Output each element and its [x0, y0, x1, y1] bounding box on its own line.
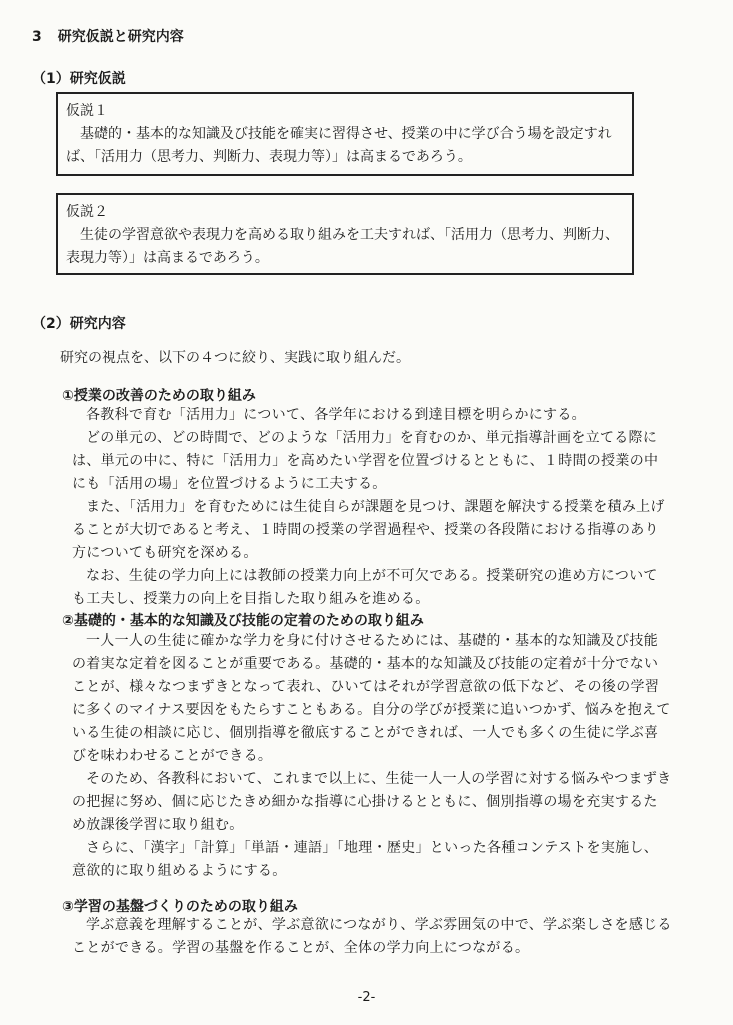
item3-paragraph: 学ぶ意義を理解することが、学ぶ意欲につながり、学ぶ雰囲気の中で、学ぶ楽しさを感じることができる。学習の基盤を作ることが、全体の学力向上につながる。 — [72, 917, 672, 956]
item2-paragraph: そのため、各教科において、これまで以上に、生徒一人一人の学習に対する悩みやつまずきの把握に努め、個に応じたきめ細かな指導に心掛けるとともに、個別指導の場を充実するため放課後学習に取り組む。 — [72, 771, 672, 833]
item1-body — [72, 404, 672, 611]
item2-paragraph: 一人一人の生徒に確かな学力を身に付けさせるためには、基礎的・基本的な知識及び技能の着実な定着を図ることが重要である。基礎的・基本的な知識及び技能の定着が十分でないことが、様々なつまずきとなって表れ、ひいてはそれが学習意欲の低下など、その後の学習に多くのマイナス要因をもたらすこともある。自分の学びが授業に追いつかず、悩みを抱えている生徒の相談に応じ、個別指導を徹底することができれば、一人でも多くの生徒に学ぶ喜びを味わわせることができる。 — [72, 633, 671, 764]
hypothesis2-box — [56, 193, 634, 275]
hypothesis1-box — [56, 92, 634, 176]
item1-paragraph: 各教科で育む「活用力」について、各学年における到達目標を明らかにする。 — [86, 407, 586, 423]
item3-body — [72, 914, 672, 960]
item2-paragraph: さらに、「漢字」「計算」「単語・連語」「地理・歴史」といった各種コンテストを実施し、意欲的に取り組めるようにする。 — [72, 840, 659, 879]
intro-text: 研究の視点を、以下の４つに絞り、実践に取り組んだ。 — [60, 350, 410, 366]
hypothesis2-text: 生徒の学習意欲や表現力を高める取り組みを工夫すれば、「活用力（思考力、判断力、表現力等）」は高まるであろう。 — [66, 227, 619, 266]
hypothesis1-title: 仮説１ — [66, 103, 108, 119]
item2-body — [72, 630, 672, 883]
content-heading: （2）研究内容 — [32, 316, 126, 332]
item3-title: ③学習の基盤づくりのための取り組み — [62, 899, 298, 915]
hypothesis-heading: （1）研究仮説 — [32, 71, 126, 87]
item1-paragraph: また、「活用力」を育むためには生徒自らが課題を見つけ、課題を解決する授業を積み上げることが大切であると考え、１時間の授業の学習過程や、授業の各段階における指導のあり方についても研究を深める。 — [72, 499, 665, 561]
item1-paragraph: なお、生徒の学力向上には教師の授業力向上が不可欠である。授業研究の進め方についても工夫し、授業力の向上を目指した取り組みを進める。 — [72, 568, 658, 607]
hypothesis2-title: 仮説２ — [66, 204, 108, 220]
item1-paragraph: どの単元の、どの時間で、どのような「活用力」を育むのか、単元指導計画を立てる際には、単元の中に、特に「活用力」を高めたい学習を位置づけるとともに、１時間の授業の中にも「活用の場」を位置づけるように工夫する。 — [72, 430, 659, 492]
section-title: 研究仮説と研究内容 — [57, 29, 184, 45]
section-number: 3 — [32, 29, 42, 45]
hypothesis1-text: 基礎的・基本的な知識及び技能を確実に習得させ、授業の中に学び合う場を設定すれば、「活用力（思考力、判断力、表現力等）」は高まるであろう。 — [66, 126, 612, 165]
section-heading — [32, 26, 184, 46]
page-number: -2- — [357, 990, 376, 1005]
item1-title: ①授業の改善のための取り組み — [62, 388, 256, 404]
item2-title: ②基礎的・基本的な知識及び技能の定着のための取り組み — [62, 613, 424, 629]
